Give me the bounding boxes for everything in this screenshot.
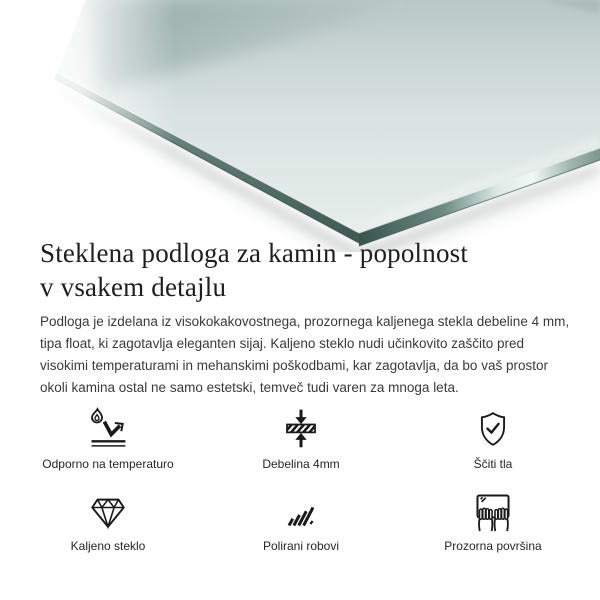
glass-product-photo: [0, 0, 600, 252]
feature-transparent-surface: [401, 486, 585, 553]
temperature-resistant-icon: [85, 404, 131, 450]
product-description: Podloga je izdelana iz visokokakovostnega, prozornega kaljenega stekla debeline 4 mm, tipa float, ki zagotavlja eleganten sijaj. Kaljeno steklo nudi učinkovito zaščito pred visokimi temperaturami in mehanskimi poškodbami, kar zagotavlja, da bo vaš prostor okoli kamina ostal ne samo estetski, temveč tudi varen za mnoga leta.: [40, 314, 570, 395]
page-title: Steklena podloga za kamin - popolnost v vsakem detajlu: [40, 238, 469, 302]
glass-sheet-illustration: [0, 0, 600, 252]
polished-edges-icon: [283, 486, 319, 532]
feature-label: Debelina 4mm: [262, 457, 340, 471]
shield-check-icon: [474, 404, 512, 450]
hands-glass-icon: [467, 486, 519, 532]
feature-temperature-resistant: [16, 404, 200, 471]
feature-tempered-glass: [16, 486, 200, 553]
left-white-fade: [0, 0, 175, 252]
feature-label: Odporno na temperaturo: [42, 457, 174, 471]
diamond-icon: [87, 486, 129, 532]
feature-label: Ščiti tla: [473, 457, 513, 471]
feature-protects-floor: [401, 404, 585, 471]
feature-label: Polirani robovi: [262, 539, 340, 553]
thickness-icon: [280, 404, 322, 450]
feature-thickness: [209, 404, 393, 471]
feature-polished-edges: [209, 486, 393, 553]
feature-label: Kaljeno steklo: [70, 539, 146, 553]
feature-label: Prozorna površina: [444, 539, 542, 553]
